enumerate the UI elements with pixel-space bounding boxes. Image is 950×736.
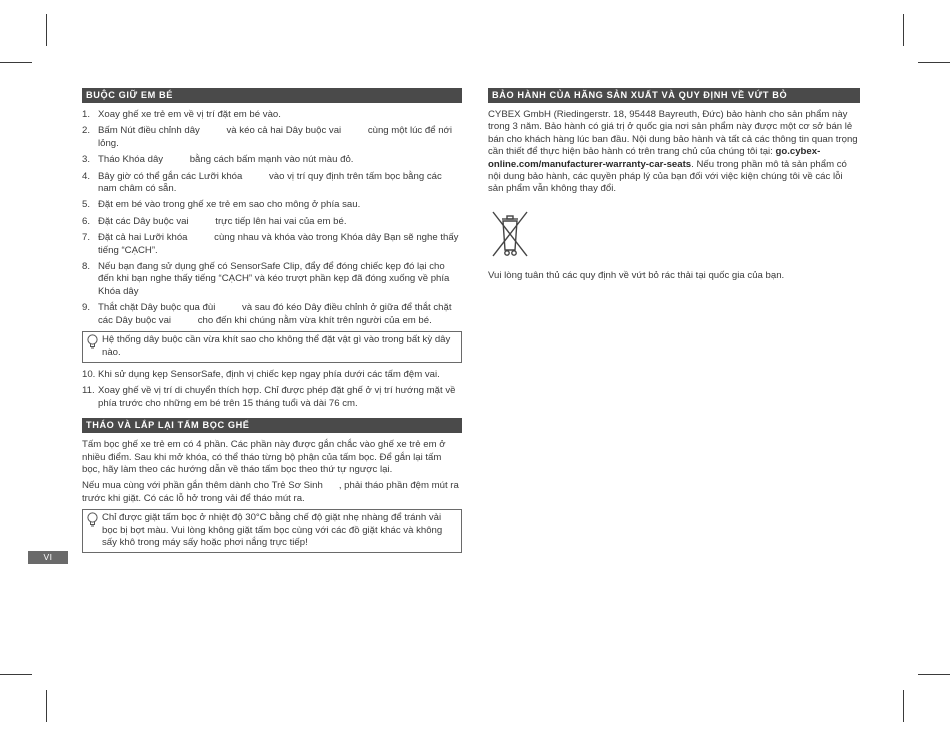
list-item	[82, 232, 462, 257]
step-number: 7.	[82, 232, 91, 244]
step-number: 5.	[82, 199, 91, 211]
disposal-text: Vui lòng tuân thủ các quy định về vứt bỏ rác thải tại quốc gia của bạn.	[488, 269, 785, 281]
list-item	[82, 125, 462, 150]
step-text: Tháo Khóa dây bằng cách bấm mạnh vào nút màu đỏ.	[98, 154, 354, 166]
crop-mark-top-right	[903, 14, 904, 46]
list-item	[82, 154, 462, 166]
step-text: Xoay ghế về vị trí di chuyển thích hợp. Chỉ được phép đặt ghế ở vị trí hướng mặt về phía trước cho những em bé trên 15 tháng tuổi và dài 76 cm.	[98, 385, 456, 409]
step-text: Nếu bạn đang sử dụng ghế có SensorSafe Clip, đẩy để đóng chiếc kẹp đó lại cho đến khi bạn nghe thấy tiếng “CẠCH” và kéo trượt phần kẹp đã đóng xuống về phía Khóa dây	[98, 261, 450, 297]
list-item	[82, 302, 462, 327]
step-number: 2.	[82, 125, 91, 137]
step-number: 9.	[82, 302, 91, 314]
crop-mark-left-top	[0, 62, 32, 63]
list-item	[82, 109, 462, 121]
note-box-washing	[82, 509, 462, 553]
section-header-cover: THÁO VÀ LẮP LẠI TẤM BỌC GHẾ	[82, 418, 462, 433]
step-number: 3.	[82, 154, 91, 166]
harness-steps-list	[82, 109, 462, 327]
list-item	[82, 261, 462, 298]
step-text: Bây giờ có thể gắn các Lưỡi khóa vào vị trí quy định trên tấm bọc bằng các nam châm có sẵn.	[98, 170, 445, 195]
step-text: Đặt cả hai Lưỡi khóa cùng nhau và khóa vào trong Khóa dây Bạn sẽ nghe thấy tiếng “CẠCH”.	[98, 232, 462, 256]
cover-paragraph-2: Nếu mua cùng với phần gắn thêm dành cho Trẻ Sơ Sinh , phải tháo phần đệm mút ra trước khi giặt. Có các lỗ hở trong vải để tháo mút ra.	[82, 480, 462, 504]
crop-mark-right-top	[918, 62, 950, 63]
step-text: Bấm Nút điều chỉnh dây và kéo cả hai Dây buộc vai cùng một lúc để nới lỏng.	[98, 125, 455, 149]
warranty-text: CYBEX GmbH (Riedingerstr. 18, 95448 Bayreuth, Đức) bảo hành cho sản phẩm này trong 3 năm. Bảo hành có giá trị ở quốc gia nơi sản phẩm này được một cơ sở bán lẻ bán cho khách hàng lúc ban đầu. Nội dung bảo hành và tất cả các thông tin quan trọng cần thiết để thực hiện bảo hành có trên trang chủ của chúng tôi tại:	[488, 109, 858, 158]
step-number: 1.	[82, 109, 91, 120]
warranty-link[interactable]: go.cybex-online.com/manufacturer-warranty-car-seats	[488, 146, 821, 170]
warranty-paragraph	[488, 109, 860, 196]
list-item	[82, 199, 462, 211]
crop-mark-right-bottom	[918, 674, 950, 675]
crop-mark-bottom-right	[903, 690, 904, 722]
lightbulb-icon	[86, 334, 102, 359]
crop-mark-left-bottom	[0, 674, 32, 675]
cover-paragraph-1: Tấm bọc ghế xe trẻ em có 4 phần. Các phần này được gắn chắc vào ghế xe trẻ em ở nhiều điểm. Sau khi mở khóa, có thể tháo từng bộ phận của tấm bọc. Để gắn lại tấm bọc, hãy làm theo các hướng dẫn về tháo tấm bọc theo thứ tự ngược lại.	[82, 439, 446, 475]
list-item	[82, 171, 462, 196]
crossed-out-wheelie-bin-icon	[488, 206, 532, 262]
warranty-text-end: . Nếu trong phần mô tả sản phẩm có nội dung bảo hành, các quyền pháp lý của bạn đối với việc kiện chúng tôi về các lỗi sản phẩm vẫn không thay đổi.	[488, 158, 847, 195]
list-item	[82, 369, 462, 381]
section-header-harness: BUỘC GIỮ EM BÉ	[82, 88, 462, 103]
list-item	[82, 216, 462, 228]
lightbulb-icon	[86, 512, 102, 549]
step-text: Khi sử dụng kẹp SensorSafe, định vị chiếc kẹp ngay phía dưới các tấm đệm vai.	[98, 368, 440, 380]
step-number: 10.	[82, 368, 96, 380]
right-column	[488, 88, 860, 286]
step-text: Thắt chặt Dây buộc qua đùi và sau đó kéo Dây điều chỉnh ở giữa để thắt chặt các Dây buộc vai cho đến khi chúng nằm vừa khít trên người của em bé.	[98, 302, 455, 326]
step-number: 8.	[82, 261, 91, 273]
step-text: Đặt em bé vào trong ghế xe trẻ em sao cho mông ở phía sau.	[98, 199, 361, 211]
step-text: Xoay ghế xe trẻ em về vị trí đặt em bé vào.	[98, 109, 281, 120]
step-number: 4.	[82, 170, 91, 182]
crop-mark-bottom-left	[46, 690, 47, 722]
step-number: 6.	[82, 215, 91, 227]
list-item	[82, 385, 462, 410]
left-column	[82, 88, 462, 559]
note-text: Chỉ được giặt tấm bọc ở nhiệt độ 30°C bằng chế độ giặt nhẹ nhàng để tránh vải bọc bị bợt màu. Vui lòng không giặt tấm bọc cùng với các đồ giặt khác và không sấy khô trong máy sấy hoặc phơi nắng trực tiếp!	[102, 512, 443, 548]
crop-mark-top-left	[46, 14, 47, 46]
section-header-warranty: BẢO HÀNH CỦA HÃNG SẢN XUẤT VÀ QUY ĐỊNH VỀ VỨT BỎ	[488, 88, 860, 103]
harness-steps-list-continued	[82, 369, 462, 410]
step-text: Đặt các Dây buộc vai trực tiếp lên hai vai của em bé.	[98, 215, 347, 227]
note-text: Hệ thống dây buộc cần vừa khít sao cho không thể đặt vật gì vào trong bất kỳ dây nào.	[102, 334, 451, 358]
note-box-harness-fit	[82, 331, 462, 363]
page-label-tab: VI	[28, 551, 68, 564]
step-number: 11.	[82, 385, 95, 397]
